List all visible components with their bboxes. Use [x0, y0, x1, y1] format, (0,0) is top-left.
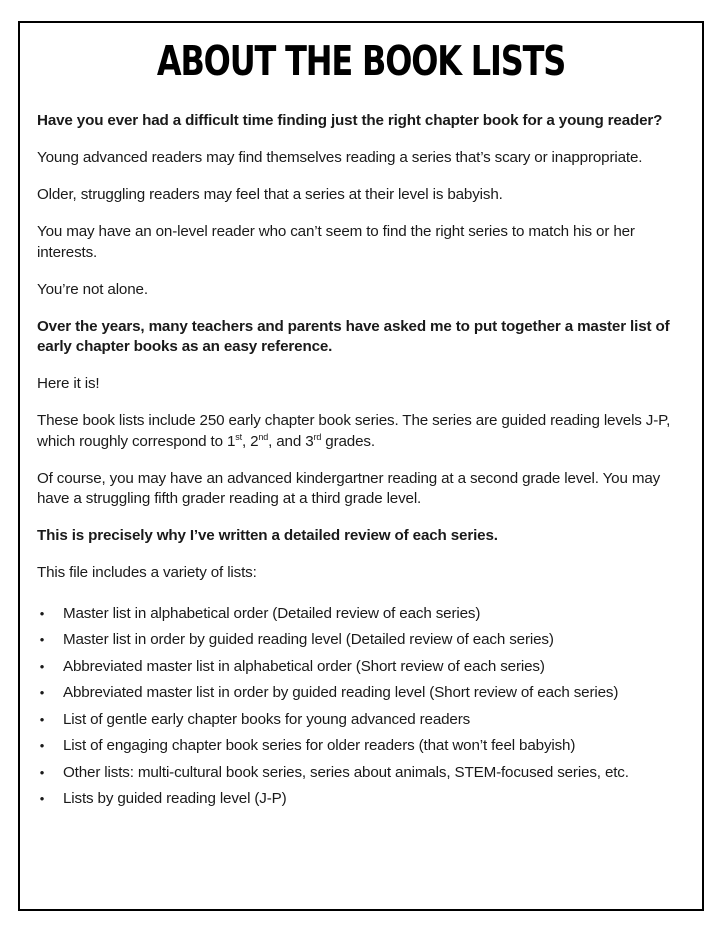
paragraph-lists-intro: This file includes a variety of lists:	[37, 564, 257, 581]
superscript-st: st	[235, 431, 242, 442]
list-item-text: List of gentle early chapter books for young advanced readers	[63, 710, 471, 728]
paragraph-struggling-readers: Older, struggling readers may feel that a series at their level is babyish.	[37, 186, 503, 203]
list-item	[37, 710, 684, 737]
bullet-icon: •	[39, 605, 45, 621]
list-item	[37, 657, 684, 684]
page-title: ABOUT THE BOOK LISTS	[156, 37, 566, 85]
list-item-text: Lists by guided reading level (J-P)	[63, 790, 287, 807]
list-item	[37, 604, 684, 631]
paragraph-master-list-request: Over the years, many teachers and parents have asked me to put together a master list of early chapter books as an easy reference.	[37, 317, 670, 355]
bullet-icon: •	[39, 764, 45, 780]
scope-text-3: , and 3	[268, 432, 314, 450]
scope-text-2: , 2	[241, 432, 259, 450]
list-item-text: Abbreviated master list in alphabetical order (Short review of each series)	[63, 657, 545, 675]
list-item	[37, 736, 684, 763]
list-item-text: Master list in order by guided reading level (Detailed review of each series)	[63, 631, 554, 648]
paragraph-on-level-reader: You may have an on-level reader who can’t seem to find the right series to match his or her interests.	[37, 223, 635, 261]
bullet-icon: •	[39, 685, 45, 700]
bullet-icon: •	[39, 738, 45, 753]
scope-text-1: These book lists include 250 early chapter book series. The series are guided reading levels J-P, which roughly correspond to 1	[37, 412, 671, 450]
page-frame	[18, 21, 704, 911]
paragraph-detailed-review: This is precisely why I’ve written a detailed review of each series.	[37, 527, 498, 544]
paragraph-book-list-scope	[37, 411, 684, 452]
lists-bullet-list	[37, 604, 684, 816]
list-item	[37, 763, 684, 790]
superscript-nd: nd	[258, 431, 269, 442]
paragraph-advanced-readers: Young advanced readers may find themselves reading a series that’s scary or inappropriate.	[37, 149, 643, 166]
intro-question: Have you ever had a difficult time finding just the right chapter book for a young reader?	[37, 112, 663, 129]
list-item	[37, 789, 684, 816]
paragraph-here-it-is: Here it is!	[37, 375, 100, 392]
paragraph-not-alone: You’re not alone.	[37, 280, 148, 298]
document-body	[37, 111, 684, 816]
paragraph-grade-levels: Of course, you may have an advanced kindergartner reading at a second grade level. You may have a struggling fifth grader reading at a third grade level.	[37, 469, 661, 507]
bullet-icon: •	[39, 711, 45, 727]
list-item	[37, 630, 684, 657]
list-item-text: Other lists: multi-cultural book series, series about animals, STEM-focused series, etc.	[63, 763, 629, 781]
list-item-text: Master list in alphabetical order (Detailed review of each series)	[63, 604, 481, 622]
bullet-icon: •	[39, 791, 45, 806]
bullet-icon: •	[39, 658, 45, 674]
list-item-text: Abbreviated master list in order by guided reading level (Short review of each series)	[63, 684, 619, 701]
superscript-rd: rd	[313, 431, 322, 442]
bullet-icon: •	[39, 632, 45, 647]
scope-text-4: grades.	[321, 432, 375, 450]
list-item	[37, 683, 684, 710]
list-item-text: List of engaging chapter book series for older readers (that won’t feel babyish)	[63, 737, 576, 754]
